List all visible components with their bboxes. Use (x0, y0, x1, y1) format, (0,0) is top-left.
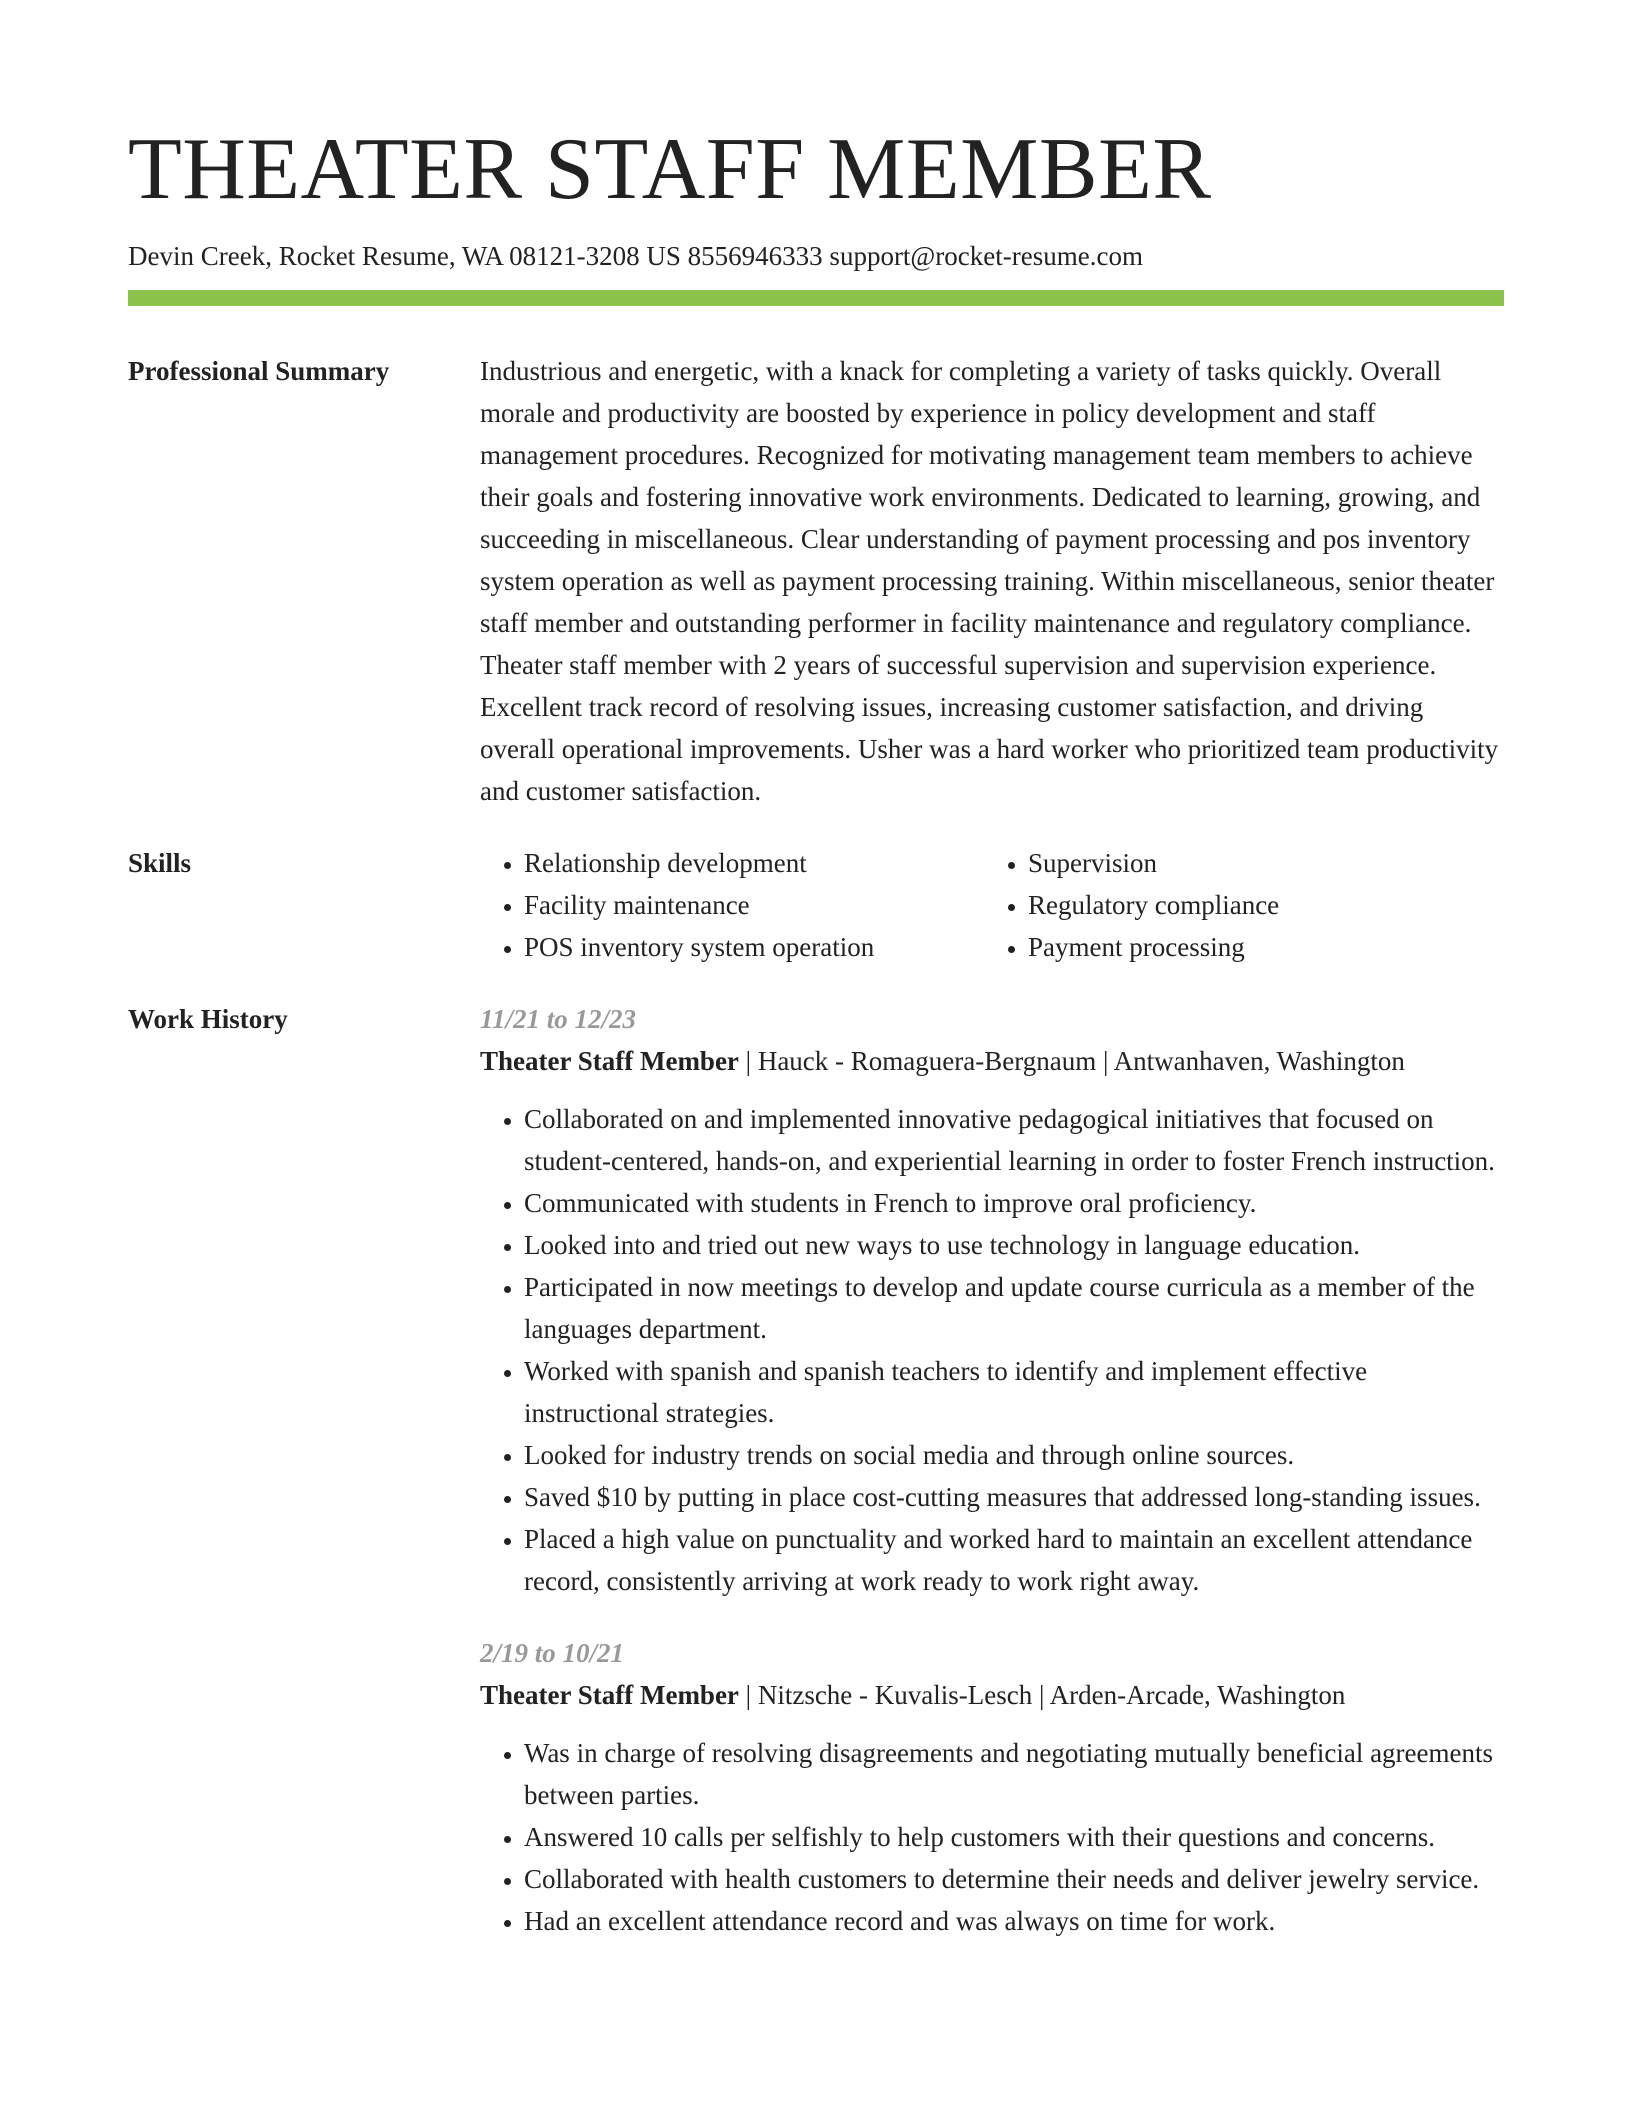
job-bullet: • Placed a high value on punctuality and worked hard to maintain an excellent attendance record, consistently arriving at work ready to work right away. (524, 1518, 1504, 1602)
job-bullet: • Had an excellent attendance record and was always on time for work. (524, 1900, 1504, 1942)
resume-name: THEATER STAFF MEMBER (128, 121, 1212, 218)
work-history-section (128, 1002, 1504, 1942)
job-bullet: • Participated in now meetings to develop and update course curricula as a member of the languages department. (524, 1266, 1504, 1350)
job-bullet: • Collaborated with health customers to determine their needs and deliver jewelry service. (524, 1858, 1504, 1900)
job-bullet: • Looked for industry trends on social media and through online sources. (524, 1434, 1504, 1476)
skills-list-right (984, 842, 1488, 968)
skill-item: • Payment processing (1028, 926, 1488, 968)
job-header (480, 1674, 1504, 1716)
job-bullet: • Saved $10 by putting in place cost-cutting measures that addressed long-standing issues. (524, 1476, 1504, 1518)
skills-section (128, 846, 1504, 968)
job-employer-location: | Nitzsche - Kuvalis-Lesch | Arden-Arcade, Washington (738, 1680, 1346, 1710)
work-history-heading: Work History (128, 1004, 288, 1034)
job-bullet: • Was in charge of resolving disagreements and negotiating mutually beneficial agreements between parties. (524, 1732, 1504, 1816)
summary-body (480, 354, 1504, 812)
job-title: Theater Staff Member (480, 1680, 739, 1710)
job-bullets (480, 1732, 1504, 1942)
header-divider (128, 290, 1504, 306)
skill-item: • Facility maintenance (524, 884, 984, 926)
work-history-body (480, 1002, 1504, 1942)
skill-item: • Supervision (1028, 842, 1488, 884)
job-header (480, 1040, 1504, 1082)
job-entry (480, 998, 1504, 1602)
summary-section (128, 354, 1504, 812)
job-employer-location: | Hauck - Romaguera-Bergnaum | Antwanhaven, Washington (738, 1046, 1405, 1076)
skills-list-left (480, 842, 984, 968)
skills-heading: Skills (128, 848, 192, 878)
job-bullets (480, 1098, 1504, 1602)
job-dates: 2/19 to 10/21 (480, 1638, 625, 1668)
job-bullet: • Answered 10 calls per selfishly to help customers with their questions and concerns. (524, 1816, 1504, 1858)
contact-line: Devin Creek, Rocket Resume, WA 08121-3208 US 8556946333 support@rocket-resume.com (128, 241, 1143, 271)
job-bullet: • Looked into and tried out new ways to use technology in language education. (524, 1224, 1504, 1266)
skills-body (480, 846, 1504, 968)
summary-text: Industrious and energetic, with a knack for completing a variety of tasks quickly. Overall morale and productivity are boosted by experience in policy development and staff management procedures. Recognized for motivating management team members to achieve their goals and fostering innovative work environments. Dedicated to learning, growing, and succeeding in miscellaneous. Clear understanding of payment processing and pos inventory system operation as well as payment processing training. Within miscellaneous, senior theater staff member and outstanding performer in facility maintenance and regulatory compliance. Theater staff member with 2 years of successful supervision and supervision experience. Excellent track record of resolving issues, increasing customer satisfaction, and driving overall operational improvements. Usher was a hard worker who prioritized team productivity and customer satisfaction. (480, 356, 1499, 806)
skill-item: • POS inventory system operation (524, 926, 984, 968)
skill-item: • Regulatory compliance (1028, 884, 1488, 926)
job-entry (480, 1632, 1504, 1942)
job-title: Theater Staff Member (480, 1046, 739, 1076)
summary-heading: Professional Summary (128, 356, 390, 386)
skill-item: • Relationship development (524, 842, 984, 884)
job-bullet: • Collaborated on and implemented innovative pedagogical initiatives that focused on student-centered, hands-on, and experiential learning in order to foster French instruction. (524, 1098, 1504, 1182)
skills-grid (480, 842, 1504, 968)
job-bullet: • Worked with spanish and spanish teachers to identify and implement effective instructional strategies. (524, 1350, 1504, 1434)
job-bullet: • Communicated with students in French to improve oral proficiency. (524, 1182, 1504, 1224)
job-dates: 11/21 to 12/23 (480, 1004, 637, 1034)
